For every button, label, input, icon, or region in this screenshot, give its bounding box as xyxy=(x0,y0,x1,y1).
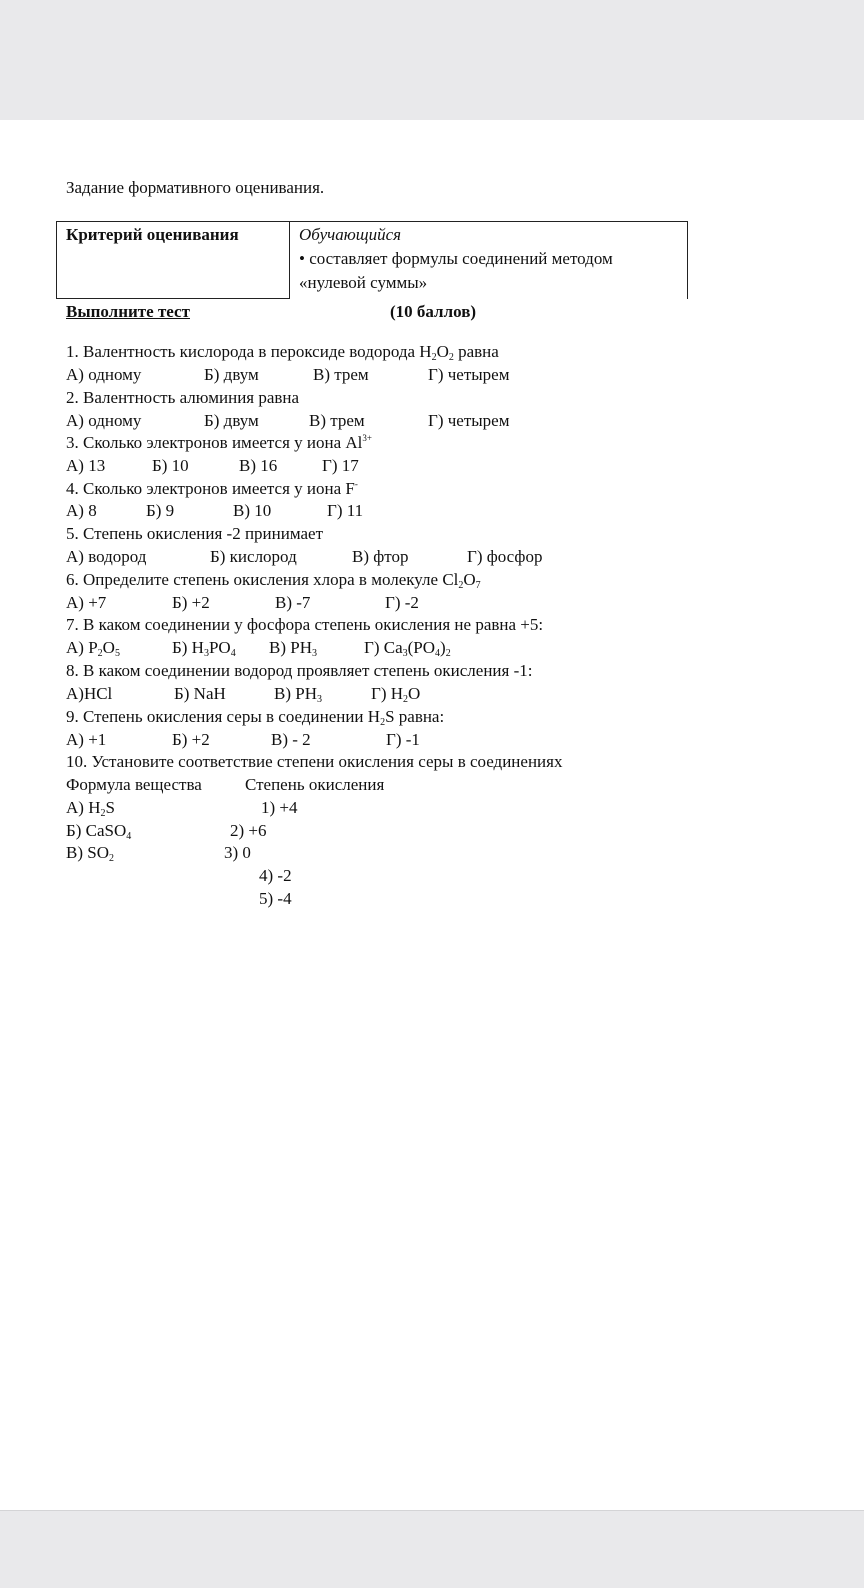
question-5-options xyxy=(66,546,666,568)
question-10: 10. Установите соответствие степени окисления серы в соединениях xyxy=(66,752,563,771)
question-8-options xyxy=(66,683,666,705)
question-8: 8. В каком соединении водород проявляет степень окисления -1: xyxy=(66,661,533,680)
question-1-options xyxy=(66,364,666,386)
top-gray-band xyxy=(0,0,864,120)
column-oxidation-header: Степень окисления xyxy=(245,775,385,794)
criteria-line-2: «нулевой суммы» xyxy=(299,273,428,292)
option-a: А) одному xyxy=(66,411,142,430)
question-3-options xyxy=(66,455,666,477)
criteria-label: Критерий оценивания xyxy=(57,222,290,299)
option-d: Г) фосфор xyxy=(467,547,543,566)
test-title-text: Выполните тест xyxy=(66,302,190,321)
question-5: 5. Степень окисления -2 принимает xyxy=(66,524,323,543)
option-b: Б) кислород xyxy=(210,547,297,566)
question-1: 1. Валентность кислорода в пероксиде водорода $H_2O_2$ равна xyxy=(66,342,499,363)
question-2-options xyxy=(66,410,666,432)
option-c: В) 10 xyxy=(233,501,272,520)
match-row-2 xyxy=(66,820,666,842)
question-7-options xyxy=(66,637,666,659)
question-10-columns xyxy=(66,774,666,796)
option-c: В) -7 xyxy=(275,593,311,612)
question-4-options xyxy=(66,500,666,522)
option-b: Б) двум xyxy=(204,365,259,384)
option-d: Г) -1 xyxy=(386,730,420,749)
match-row-1 xyxy=(66,797,666,819)
criteria-line-1: • составляет формулы соединений методом xyxy=(299,249,613,268)
question-4: 4. Сколько электронов имеется у иона F- xyxy=(66,479,358,498)
option-b: Б) 10 xyxy=(152,456,189,475)
option-d: Г) 11 xyxy=(327,501,364,520)
criteria-description xyxy=(290,222,688,299)
option-d: Г) -2 xyxy=(385,593,419,612)
option-c: В) трем xyxy=(313,365,369,384)
option-c: В) фтор xyxy=(352,547,409,566)
option-c: В) трем xyxy=(309,411,365,430)
option-b: Б) +2 xyxy=(172,593,210,612)
bottom-gray-band xyxy=(0,1510,864,1588)
question-2: 2. Валентность алюминия равна xyxy=(66,388,300,407)
option-a: А) водород xyxy=(66,547,147,566)
option-d: Г) $Ca_3(PO_4)_2$ xyxy=(364,638,451,659)
option-c: В) $PH_3$ xyxy=(269,638,317,659)
option-a: А) +1 xyxy=(66,730,107,749)
match-row-4 xyxy=(66,865,666,887)
option-a: А) $P_2O_5$ xyxy=(66,638,120,659)
question-6: 6. Определите степень окисления хлора в молекуле $Cl_2O_7$ xyxy=(66,570,481,591)
option-a: А) 13 xyxy=(66,456,106,475)
option-c: В) $PH_3$ xyxy=(274,684,322,705)
option-c: В) 16 xyxy=(239,456,278,475)
column-formula-header: Формула вещества xyxy=(66,775,202,794)
question-6-options xyxy=(66,592,666,614)
option-b: Б) +2 xyxy=(172,730,210,749)
option-a: А)HCl xyxy=(66,684,113,703)
criteria-who: Обучающийся xyxy=(299,225,402,244)
question-3: 3. Сколько электронов имеется у иона $Al^{3+}$ xyxy=(66,433,372,452)
question-9: 9. Степень окисления серы в соединении $H_2S$ равна: xyxy=(66,707,445,728)
option-b: Б) 9 xyxy=(146,501,175,520)
oxidation-option-2: 2) +6 xyxy=(230,821,267,840)
option-d: Г) $H_2O$ xyxy=(371,684,421,705)
match-row-5 xyxy=(66,888,666,910)
option-b: Б) $H_3PO_4$ xyxy=(172,638,236,659)
match-row-3 xyxy=(66,842,666,864)
formula-c: В) $SO_2$ xyxy=(66,843,114,864)
option-a: А) 8 xyxy=(66,501,97,520)
question-9-options xyxy=(66,729,666,751)
formula-b: Б) CaSO$_4$ xyxy=(66,821,132,842)
option-a: А) одному xyxy=(66,365,142,384)
criteria-table xyxy=(56,221,688,299)
option-d: Г) четырем xyxy=(428,365,510,384)
test-points: (10 баллов) xyxy=(390,302,477,321)
option-d: Г) четырем xyxy=(428,411,510,430)
option-c: В) - 2 xyxy=(271,730,311,749)
option-a: А) +7 xyxy=(66,593,107,612)
oxidation-option-5: 5) -4 xyxy=(259,889,292,908)
test-title xyxy=(66,302,477,322)
document-heading: Задание формативного оценивания. xyxy=(66,178,325,197)
oxidation-option-4: 4) -2 xyxy=(259,866,292,885)
formula-a: А) $H_2S$ xyxy=(66,798,115,819)
question-7: 7. В каком соединении у фосфора степень окисления не равна +5: xyxy=(66,615,544,634)
option-b: Б) двум xyxy=(204,411,259,430)
oxidation-option-1: 1) +4 xyxy=(261,798,298,817)
oxidation-option-3: 3) 0 xyxy=(224,843,251,862)
option-b: Б) NaH xyxy=(174,684,226,703)
option-d: Г) 17 xyxy=(322,456,359,475)
